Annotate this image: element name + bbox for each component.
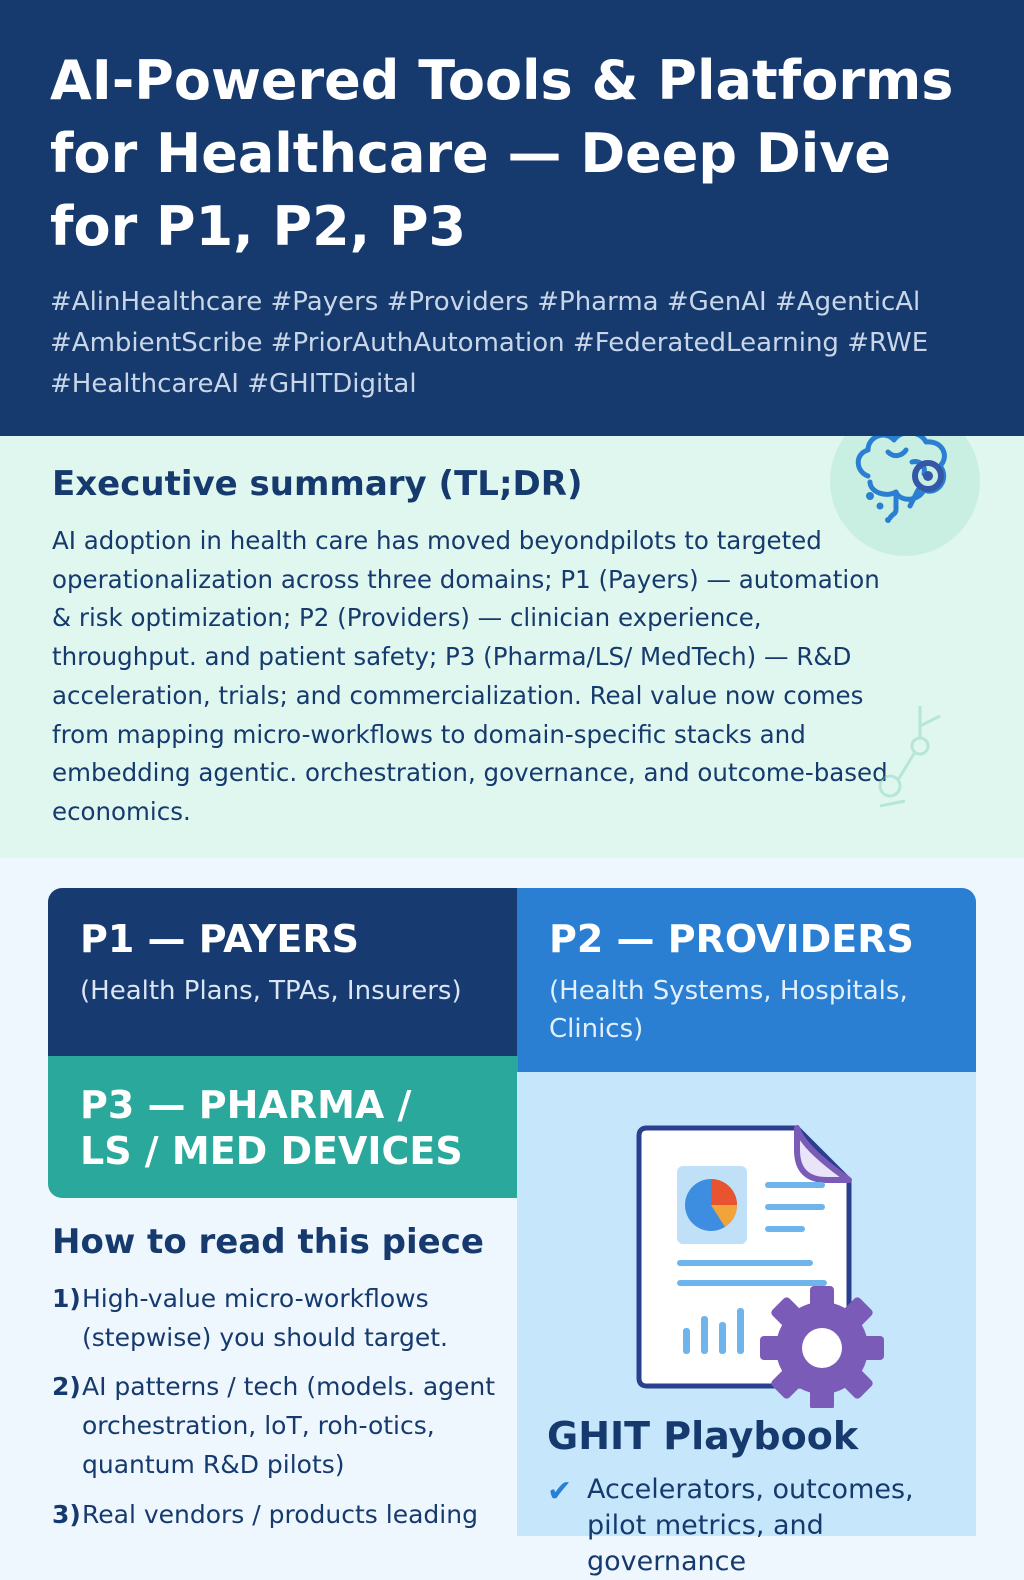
p3-title-line1: P3 — PHARMA / (80, 1083, 412, 1127)
p3-title-line2: LS / MED DEVICES (80, 1129, 463, 1173)
playbook-title: GHIT Playbook (547, 1414, 859, 1458)
tile-p1-payers (48, 888, 518, 1058)
tile-p2-providers (517, 888, 976, 1072)
list-item-number: 3) (52, 1499, 81, 1529)
checkmark-icon: ✔ (547, 1474, 573, 1509)
list-item-text: Real vendors / products leading (82, 1499, 478, 1529)
list-item (52, 1496, 512, 1535)
list-item-text: AI patterns / tech (models. agent orchestration, loT, roh-otics, quantum R&D pilots) (82, 1372, 496, 1479)
list-item-number: 1) (52, 1284, 81, 1313)
p1-title: P1 — PAYERS (80, 917, 359, 961)
playbook-item: Accelerators, outcomes, pilot metrics, and governance (587, 1474, 914, 1577)
decorative-network-icon (860, 686, 970, 826)
p1-subtitle: (Health Plans, TPAs, Insurers) (80, 976, 462, 1006)
executive-summary-section (0, 436, 1024, 858)
list-item (52, 1280, 512, 1357)
p2-title: P2 — PROVIDERS (549, 917, 914, 961)
hashtags: #AlinHealthcare #Payers #Providers #Pharma #GenAI #AgenticAl #AmbientScribe #PriorAuthAutomation #FederatedLearning #RWE #HealthcareAI #GHITDigital (50, 287, 929, 399)
list-item-number: 2) (52, 1372, 81, 1402)
how-to-read-list (52, 1280, 512, 1545)
executive-summary-title: Executive summary (TL;DR) (52, 464, 583, 504)
how-to-read-title: How to read this piece (52, 1222, 484, 1262)
document-chart-gear-icon (627, 1108, 887, 1408)
tile-p3-pharma (48, 1056, 518, 1198)
page-title: AI-Powered Tools & Platforms for Healthcare — Deep Dive for P1, P2, P3 (50, 49, 954, 258)
executive-summary-body: AI adoption in health care has moved beyondpilots to targeted operationalization across three domains; P1 (Payers) — automation & risk optimization; P2 (Providers) — clinician experience, throughput. and patient safety; P3 (Pharma/LS/ MedTech) — R&D acceleration, trials; and commercialization. Real value now comes from mapping micro-workflows to domain-specific stacks and embedding agentic. orchestration, governance, and outcome-based economics. (52, 526, 888, 826)
list-item (52, 1368, 512, 1484)
header-banner (0, 0, 1024, 436)
list-item-text: High-value micro-workflows (stepwise) you should target. (82, 1284, 448, 1352)
playbook-panel (517, 1072, 976, 1577)
p2-subtitle: (Health Systems, Hospitals, Clinics) (549, 976, 908, 1044)
